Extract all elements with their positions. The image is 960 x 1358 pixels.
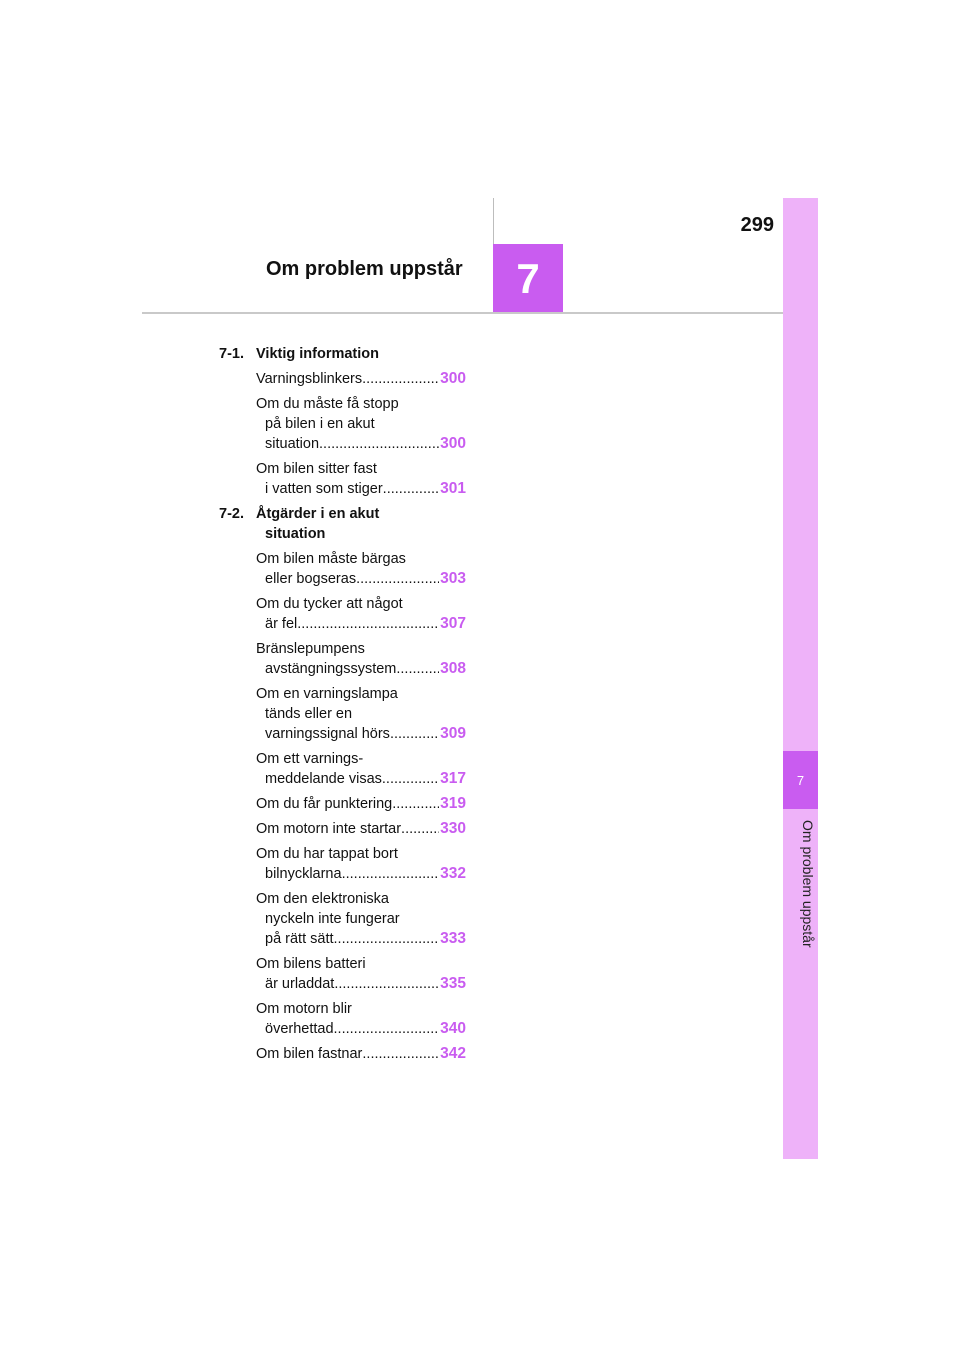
entry-text: är urladdat — [265, 976, 335, 992]
toc-entry[interactable] — [265, 724, 466, 744]
section-title: Viktig information — [256, 346, 379, 362]
entry-text: avstängningssystem — [265, 661, 397, 677]
entry-text: Om motorn blir — [256, 1001, 352, 1017]
entry-text: Om motorn inte startar — [256, 821, 402, 837]
entry-text: Om du måste få stopp — [256, 396, 399, 412]
leader-dots — [390, 724, 439, 744]
entry-text: på bilen i en akut — [265, 416, 375, 432]
entry-text: Om bilens batteri — [256, 956, 366, 972]
leader-dots — [319, 434, 439, 454]
page-reference[interactable]: 342 — [440, 1045, 466, 1062]
leader-dots — [392, 794, 439, 814]
section-title: situation — [265, 526, 326, 542]
page-reference[interactable]: 307 — [440, 615, 466, 632]
entry-text: Om du har tappat bort — [256, 846, 398, 862]
toc-entry[interactable] — [265, 1019, 466, 1039]
entry-text: Om bilen måste bärgas — [256, 551, 406, 567]
page-reference[interactable]: 335 — [440, 975, 466, 992]
toc-entry[interactable] — [265, 864, 466, 884]
section-number: 7-2. — [219, 506, 244, 522]
toc-entry[interactable] — [256, 1044, 466, 1064]
toc-entry[interactable] — [265, 974, 466, 994]
toc-entry[interactable] — [256, 819, 466, 839]
entry-text: situation — [265, 436, 320, 452]
entry-text: i vatten som stiger — [265, 481, 383, 497]
toc-entry[interactable] — [265, 569, 466, 589]
page-reference[interactable]: 332 — [440, 865, 466, 882]
side-tab-number: 7 — [783, 751, 818, 809]
entry-text: eller bogseras — [265, 571, 357, 587]
section-number: 7-1. — [219, 346, 244, 362]
toc-entry[interactable] — [265, 434, 466, 454]
chapter-title: Om problem uppstår — [266, 258, 463, 280]
entry-text: på rätt sätt — [265, 931, 334, 947]
page-reference[interactable]: 309 — [440, 725, 466, 742]
page-reference[interactable]: 340 — [440, 1020, 466, 1037]
page-reference[interactable]: 301 — [440, 480, 466, 497]
leader-dots — [297, 614, 439, 634]
page-reference[interactable]: 333 — [440, 930, 466, 947]
entry-text: Om den elektroniska — [256, 891, 389, 907]
leader-dots — [334, 929, 440, 949]
page-reference[interactable]: 317 — [440, 770, 466, 787]
leader-dots — [356, 569, 439, 589]
toc-entry[interactable] — [256, 369, 466, 389]
toc-entry[interactable] — [265, 769, 466, 789]
entry-text: Om bilen sitter fast — [256, 461, 377, 477]
chapter-number-box: 7 — [493, 244, 563, 313]
header-divider — [142, 312, 783, 314]
page-reference[interactable]: 303 — [440, 570, 466, 587]
entry-text: nyckeln inte fungerar — [265, 911, 400, 927]
entry-text: Om bilen fastnar — [256, 1046, 363, 1062]
entry-text: Om ett varnings- — [256, 751, 364, 767]
page-reference[interactable]: 308 — [440, 660, 466, 677]
page-reference[interactable]: 319 — [440, 795, 466, 812]
entry-text: är fel — [265, 616, 298, 632]
leader-dots — [334, 1019, 440, 1039]
leader-dots — [382, 769, 439, 789]
toc-entry[interactable] — [265, 659, 466, 679]
toc-entry[interactable] — [265, 479, 466, 499]
toc-entry[interactable] — [265, 929, 466, 949]
side-tab-label: Om problem uppstår — [800, 820, 816, 948]
side-tab[interactable] — [783, 198, 818, 1159]
entry-text: Om du får punktering — [256, 796, 393, 812]
entry-text: Bränslepumpens — [256, 641, 365, 657]
leader-dots — [362, 369, 439, 389]
leader-dots — [401, 819, 439, 839]
toc-entry[interactable] — [256, 794, 466, 814]
entry-text: meddelande visas — [265, 771, 382, 787]
entry-text: bilnycklarna — [265, 866, 342, 882]
leader-dots — [342, 864, 440, 884]
page-reference[interactable]: 330 — [440, 820, 466, 837]
entry-text: varningssignal hörs — [265, 726, 390, 742]
leader-dots — [396, 659, 439, 679]
section-title: Åtgärder i en akut — [256, 506, 380, 522]
page-number: 299 — [740, 214, 774, 236]
page-reference[interactable]: 300 — [440, 370, 466, 387]
entry-text: tänds eller en — [265, 706, 353, 722]
header-vertical-rule — [493, 198, 494, 246]
entry-text: Om du tycker att något — [256, 596, 403, 612]
leader-dots — [334, 974, 439, 994]
entry-text: Varningsblinkers — [256, 371, 363, 387]
entry-text: överhettad — [265, 1021, 334, 1037]
leader-dots — [362, 1044, 439, 1064]
page-reference[interactable]: 300 — [440, 435, 466, 452]
leader-dots — [383, 479, 439, 499]
toc-entry[interactable] — [265, 614, 466, 634]
entry-text: Om en varningslampa — [256, 686, 398, 702]
